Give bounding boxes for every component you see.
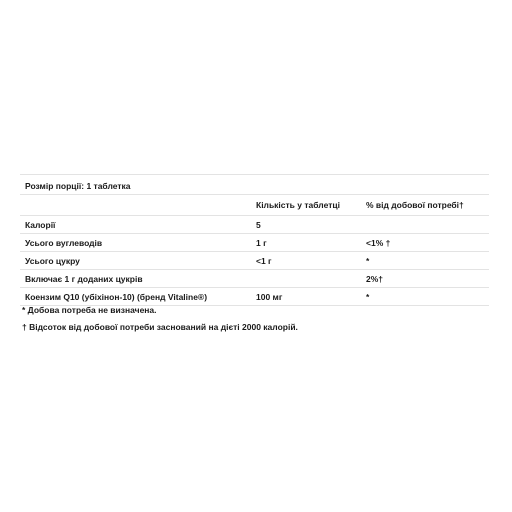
- serving-size: Розмір порції: 1 таблетка: [20, 174, 489, 195]
- nutrient-amount: 100 мг: [256, 292, 283, 302]
- table-row-coq10: [20, 288, 489, 306]
- nutrient-amount: <1 г: [256, 256, 272, 266]
- nutrient-name: Включає 1 г доданих цукрів: [25, 274, 143, 284]
- daily-value-column-header: % від добової потребі†: [366, 200, 464, 210]
- nutrient-name: Усього цукру: [25, 256, 80, 266]
- table-row-added-sugars: [20, 270, 489, 288]
- table-row-total-sugars: [20, 252, 489, 270]
- nutrient-name: Калорії: [25, 220, 56, 230]
- table-row-calories: [20, 216, 489, 234]
- nutrient-daily-value: *: [366, 292, 370, 302]
- nutrient-daily-value: <1% †: [366, 238, 391, 248]
- supplement-facts-panel: [20, 174, 489, 306]
- nutrient-name: Усього вуглеводів: [25, 238, 103, 248]
- nutrient-daily-value: *: [366, 256, 370, 266]
- amount-column-header: Кількість у таблетці: [256, 200, 340, 210]
- table-row-total-carbohydrates: [20, 234, 489, 252]
- nutrient-name: Коензим Q10 (убіхінон-10) (бренд Vitaline®): [25, 292, 208, 302]
- nutrient-daily-value: 2%†: [366, 274, 384, 284]
- nutrient-amount: 5: [256, 220, 261, 230]
- column-header-row: [20, 195, 489, 216]
- footnote-daily-value-not-established: * Добова потреба не визначена.: [22, 305, 157, 315]
- footnote-2000-calorie-diet: † Відсоток від добової потреби заснований на дієті 2000 калорій.: [22, 322, 298, 332]
- nutrient-amount: 1 г: [256, 238, 267, 248]
